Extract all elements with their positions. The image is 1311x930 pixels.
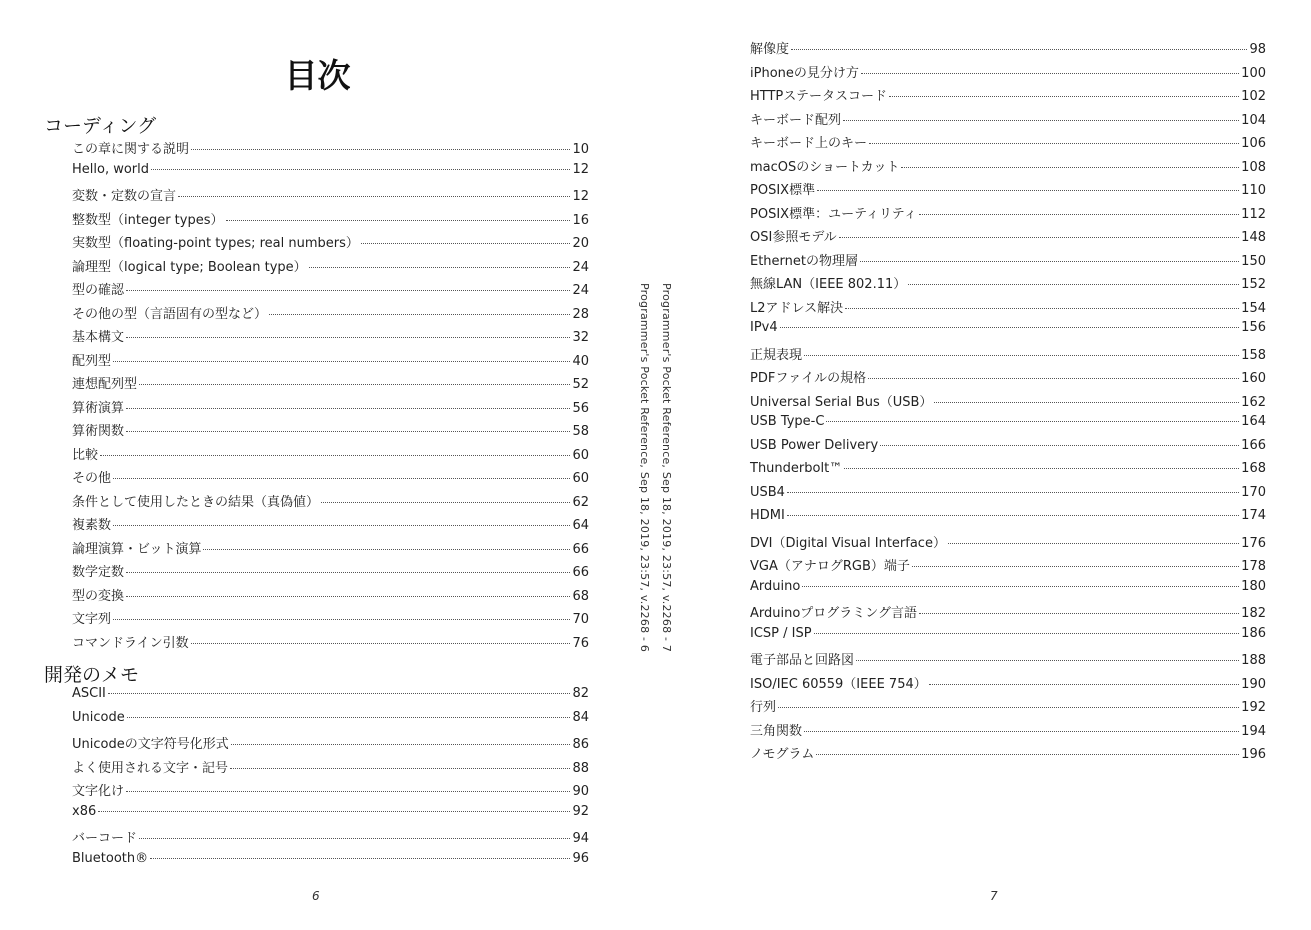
toc-entry-page: 82 — [572, 686, 589, 701]
dot-leader — [127, 717, 571, 718]
toc-entry-page: 98 — [1249, 42, 1266, 57]
toc-entry — [72, 279, 589, 303]
toc-entry — [72, 585, 589, 609]
dot-leader — [787, 492, 1239, 493]
toc-entry-label: POSIX標準 — [750, 183, 816, 198]
toc-entry-label: PDFファイルの規格 — [750, 371, 867, 386]
dot-leader — [321, 502, 570, 503]
toc-entry — [72, 827, 589, 851]
toc-entry — [72, 514, 589, 538]
toc-entry — [72, 444, 589, 468]
toc-entry-label: iPhoneの見分け方 — [750, 65, 859, 81]
toc-entry-label: VGA（アナログRGB）端子 — [750, 559, 910, 574]
dot-leader — [139, 838, 570, 839]
dot-leader — [816, 754, 1239, 755]
toc-entry-label: キーボード配列 — [750, 112, 842, 128]
toc-entry-page: 100 — [1241, 65, 1266, 81]
toc-entry-page: 170 — [1241, 484, 1266, 500]
toc-entry-page: 112 — [1241, 206, 1266, 222]
toc-entry — [750, 109, 1266, 133]
toc-entry-page: 24 — [572, 259, 589, 275]
toc-entry — [750, 461, 1266, 485]
toc-entry-page: 60 — [572, 447, 589, 463]
right-page — [655, 0, 1311, 930]
toc-entry-label: キーボード上のキー — [750, 136, 868, 151]
toc-entry-page: 20 — [572, 236, 589, 251]
section-heading-dev-notes: 開発のメモ — [44, 664, 140, 686]
toc-entry-page: 66 — [572, 565, 589, 580]
toc-entry — [750, 132, 1266, 156]
toc-entry-page: 102 — [1241, 89, 1266, 104]
toc-entry — [72, 804, 589, 828]
toc-entry — [750, 508, 1266, 532]
dot-leader — [912, 566, 1239, 567]
toc-entry-page: 70 — [572, 612, 589, 627]
toc-entry — [750, 673, 1266, 697]
dot-leader — [126, 572, 570, 573]
dot-leader — [126, 408, 570, 409]
toc-entry-label: 基本構文 — [72, 330, 125, 345]
dot-leader — [948, 543, 1239, 544]
toc-entry-page: 96 — [572, 850, 589, 866]
toc-entry-label: Unicodeの文字符号化形式 — [72, 737, 229, 752]
dot-leader — [791, 49, 1247, 50]
dot-leader — [100, 455, 570, 456]
toc-entry — [750, 344, 1266, 368]
toc-entry-page: 166 — [1241, 437, 1266, 453]
dot-leader — [113, 361, 570, 362]
toc-entry — [750, 156, 1266, 180]
toc-entry — [750, 485, 1266, 509]
toc-entry-label: Arduinoプログラミング言語 — [750, 606, 918, 621]
dot-leader — [817, 190, 1239, 191]
dot-leader — [839, 237, 1240, 238]
toc-entry-page: 152 — [1241, 277, 1266, 292]
toc-entry-label: 正規表現 — [750, 347, 803, 363]
toc-entry-page: 178 — [1241, 559, 1266, 574]
toc-entry — [72, 710, 589, 734]
dot-leader — [843, 120, 1239, 121]
toc-entry-label: macOSのショートカット — [750, 159, 900, 175]
dot-leader — [860, 261, 1239, 262]
dot-leader — [361, 243, 571, 244]
toc-entry — [750, 438, 1266, 462]
dot-leader — [778, 707, 1239, 708]
toc-entry-label: HTTPステータスコード — [750, 89, 888, 104]
dot-leader — [919, 214, 1239, 215]
toc-entry-label: 文字化け — [72, 784, 125, 799]
dot-leader — [230, 768, 570, 769]
toc-entry — [72, 632, 589, 656]
toc-entry-page: 110 — [1241, 183, 1266, 198]
toc-entry-label: コマンドライン引数 — [72, 635, 189, 651]
toc-entry — [72, 373, 589, 397]
toc-entry-page: 104 — [1241, 112, 1266, 128]
dot-leader — [113, 619, 570, 620]
dot-leader — [178, 196, 570, 197]
toc-entry-label: バーコード — [72, 831, 138, 846]
toc-entry-label: 配列型 — [72, 353, 112, 369]
toc-entry-label: Thunderbolt™ — [750, 461, 843, 476]
toc-entry-page: 108 — [1241, 159, 1266, 175]
dot-leader — [98, 811, 570, 812]
toc-entry-label: 変数・定数の宣言 — [72, 189, 177, 204]
dot-leader — [856, 660, 1239, 661]
toc-entry-page: 158 — [1241, 347, 1266, 363]
toc-entry-label: 条件として使用したときの結果（真偽値） — [72, 494, 320, 510]
toc-entry-label: その他の型（言語固有の型など） — [72, 306, 268, 322]
toc-entry — [72, 209, 589, 233]
toc-entry-page: 196 — [1241, 747, 1266, 762]
dot-leader — [929, 684, 1239, 685]
toc-entry-page: 176 — [1241, 535, 1266, 551]
toc-entry-label: 三角関数 — [750, 723, 803, 739]
toc-entry-label: 型の確認 — [72, 283, 125, 298]
toc-entry-label: Unicode — [72, 709, 125, 725]
toc-entry-page: 64 — [572, 518, 589, 533]
dot-leader — [814, 633, 1240, 634]
toc-title: 目次 — [284, 56, 351, 95]
toc-entry-label: 解像度 — [750, 42, 790, 57]
toc-entry — [750, 85, 1266, 109]
toc-entry-label: 算術演算 — [72, 400, 125, 416]
dot-leader — [919, 613, 1239, 614]
toc-entry-page: 40 — [572, 353, 589, 369]
toc-entry-label: 複素数 — [72, 518, 112, 533]
toc-entry-page: 12 — [572, 161, 589, 177]
toc-entry-page: 32 — [572, 330, 589, 345]
toc-entry — [750, 179, 1266, 203]
dot-leader — [889, 96, 1239, 97]
toc-entry — [72, 303, 589, 327]
toc-entry-label: よく使用される文字・記号 — [72, 760, 229, 776]
toc-entry — [750, 743, 1266, 767]
toc-entry — [750, 367, 1266, 391]
toc-entry — [750, 602, 1266, 626]
toc-entry-label: OSI参照モデル — [750, 230, 837, 245]
toc-entry-page: 56 — [572, 400, 589, 416]
dot-leader — [126, 431, 570, 432]
margin-note-v7: Programmer's Pocket Reference, Sep 18, 2019, 23:57, v.2268 - 7 — [660, 283, 673, 653]
toc-entry-page: 52 — [572, 377, 589, 392]
toc-entry — [750, 649, 1266, 673]
toc-entry-label: Bluetooth® — [72, 850, 149, 866]
toc-entry — [72, 138, 589, 162]
toc-entry-page: 92 — [572, 803, 589, 819]
toc-entry-label: HDMI — [750, 508, 785, 523]
toc-entry — [72, 467, 589, 491]
toc-entry-label: 実数型（floating-point types; real numbers） — [72, 236, 359, 251]
dot-leader — [113, 478, 570, 479]
toc-entry-page: 86 — [572, 737, 589, 752]
toc-entry-label: DVI（Digital Visual Interface） — [750, 535, 946, 551]
toc-entry-page: 164 — [1241, 414, 1266, 429]
toc-entry-label: 無線LAN（IEEE 802.11） — [750, 277, 907, 292]
page-number-right: 7 — [990, 889, 998, 903]
toc-entry — [750, 273, 1266, 297]
dot-leader — [191, 149, 570, 150]
toc-entry-page: 192 — [1241, 700, 1266, 715]
toc-entry-label: この章に関する説明 — [72, 142, 190, 157]
toc-entry-page: 16 — [572, 212, 589, 228]
toc-entry — [750, 391, 1266, 415]
toc-entry-label: 行列 — [750, 700, 777, 715]
toc-list-right — [750, 38, 1266, 767]
toc-entry-page: 194 — [1241, 723, 1266, 739]
dot-leader — [908, 284, 1239, 285]
toc-entry-page: 62 — [572, 494, 589, 510]
dot-leader — [231, 744, 571, 745]
toc-entry-label: 整数型（integer types） — [72, 212, 224, 228]
toc-entry-label: ASCII — [72, 686, 106, 701]
toc-entry — [750, 320, 1266, 344]
dot-leader — [226, 220, 571, 221]
toc-entry-page: 162 — [1241, 394, 1266, 410]
toc-entry-page: 84 — [572, 709, 589, 725]
toc-entry-page: 168 — [1241, 461, 1266, 476]
toc-entry-page: 94 — [572, 831, 589, 846]
dot-leader — [845, 308, 1239, 309]
toc-entry-label: POSIX標準：ユーティリティ — [750, 206, 917, 222]
toc-entry-label: 型の変換 — [72, 588, 125, 604]
toc-entry — [72, 397, 589, 421]
toc-entry-page: 182 — [1241, 606, 1266, 621]
dot-leader — [869, 143, 1239, 144]
toc-entry-label: USB4 — [750, 484, 785, 500]
toc-entry-page: 190 — [1241, 676, 1266, 692]
toc-entry-label: 数学定数 — [72, 565, 125, 580]
toc-entry-page: 68 — [572, 588, 589, 604]
dot-leader — [826, 421, 1239, 422]
toc-entry-page: 12 — [572, 189, 589, 204]
toc-list-dev-notes — [72, 686, 589, 874]
toc-entry — [72, 733, 589, 757]
dot-leader — [861, 73, 1239, 74]
toc-entry — [72, 538, 589, 562]
toc-entry — [72, 491, 589, 515]
dot-leader — [802, 586, 1239, 587]
toc-entry-label: 連想配列型 — [72, 377, 138, 392]
toc-entry — [750, 696, 1266, 720]
toc-entry-label: ICSP / ISP — [750, 625, 812, 641]
toc-entry-page: 186 — [1241, 625, 1266, 641]
dot-leader — [126, 290, 570, 291]
toc-entry-page: 160 — [1241, 371, 1266, 386]
toc-entry — [750, 414, 1266, 438]
toc-entry — [750, 532, 1266, 556]
toc-entry-label: USB Type-C — [750, 414, 825, 429]
toc-entry — [750, 579, 1266, 603]
dot-leader — [108, 693, 571, 694]
toc-entry-page: 90 — [572, 784, 589, 799]
toc-entry-page: 156 — [1241, 320, 1266, 335]
dot-leader — [844, 468, 1239, 469]
toc-entry-page: 60 — [572, 471, 589, 486]
dot-leader — [880, 445, 1239, 446]
toc-entry — [72, 162, 589, 186]
toc-entry-label: USB Power Delivery — [750, 437, 879, 453]
toc-entry — [72, 350, 589, 374]
toc-entry — [72, 256, 589, 280]
toc-entry — [750, 226, 1266, 250]
dot-leader — [804, 731, 1239, 732]
toc-entry-page: 180 — [1241, 578, 1266, 594]
toc-list-coding — [72, 138, 589, 655]
toc-entry-label: ISO/IEC 60559（IEEE 754） — [750, 676, 927, 692]
toc-entry — [750, 297, 1266, 321]
toc-entry — [72, 561, 589, 585]
toc-entry — [72, 757, 589, 781]
toc-entry-label: ノモグラム — [750, 747, 815, 762]
toc-entry — [750, 555, 1266, 579]
toc-entry-label: Hello, world — [72, 161, 150, 177]
margin-note-v6: Programmer's Pocket Reference, Sep 18, 2019, 23:57, v.2268 - 6 — [638, 283, 651, 653]
toc-entry — [750, 38, 1266, 62]
section-heading-coding: コーディング — [44, 115, 157, 137]
toc-entry-page: 106 — [1241, 136, 1266, 151]
dot-leader — [126, 791, 570, 792]
toc-entry — [750, 62, 1266, 86]
toc-entry — [750, 720, 1266, 744]
toc-entry-label: 電子部品と回路図 — [750, 653, 855, 668]
toc-entry — [72, 185, 589, 209]
toc-entry-label: 比較 — [72, 447, 99, 463]
toc-entry-label: 論理演算・ビット演算 — [72, 541, 202, 557]
left-page — [0, 0, 655, 930]
toc-entry-label: x86 — [72, 803, 97, 819]
toc-entry-page: 188 — [1241, 653, 1266, 668]
page-number-left: 6 — [312, 889, 320, 903]
toc-entry-page: 76 — [572, 635, 589, 651]
dot-leader — [139, 384, 570, 385]
dot-leader — [126, 596, 570, 597]
dot-leader — [269, 314, 570, 315]
dot-leader — [901, 167, 1239, 168]
toc-entry — [72, 608, 589, 632]
dot-leader — [780, 327, 1240, 328]
toc-entry-page: 88 — [572, 760, 589, 776]
dot-leader — [151, 169, 570, 170]
toc-entry-label: Arduino — [750, 578, 801, 594]
toc-entry — [72, 780, 589, 804]
dot-leader — [191, 643, 571, 644]
toc-entry-page: 10 — [572, 142, 589, 157]
toc-entry-page: 148 — [1241, 230, 1266, 245]
toc-entry — [72, 232, 589, 256]
toc-entry — [750, 626, 1266, 650]
dot-leader — [126, 337, 570, 338]
toc-entry-label: 論理型（logical type; Boolean type） — [72, 259, 307, 275]
toc-entry — [72, 420, 589, 444]
toc-entry — [750, 250, 1266, 274]
toc-entry-page: 174 — [1241, 508, 1266, 523]
dot-leader — [309, 267, 571, 268]
dot-leader — [934, 402, 1239, 403]
dot-leader — [150, 858, 570, 859]
toc-entry — [750, 203, 1266, 227]
toc-entry-label: 文字列 — [72, 612, 112, 627]
dot-leader — [787, 515, 1239, 516]
toc-entry-page: 28 — [572, 306, 589, 322]
toc-entry-page: 24 — [572, 283, 589, 298]
toc-entry-label: 算術関数 — [72, 424, 125, 439]
toc-entry-page: 66 — [572, 541, 589, 557]
toc-entry-label: Universal Serial Bus（USB） — [750, 394, 933, 410]
toc-entry-page: 150 — [1241, 253, 1266, 269]
toc-entry-label: Ethernetの物理層 — [750, 253, 858, 269]
dot-leader — [113, 525, 570, 526]
toc-entry-label: L2アドレス解決 — [750, 300, 844, 316]
dot-leader — [804, 355, 1239, 356]
toc-entry — [72, 686, 589, 710]
toc-entry-page: 58 — [572, 424, 589, 439]
toc-entry — [72, 326, 589, 350]
toc-entry-label: IPv4 — [750, 320, 778, 335]
toc-entry — [72, 851, 589, 875]
dot-leader — [203, 549, 570, 550]
toc-entry-page: 154 — [1241, 300, 1266, 316]
dot-leader — [868, 378, 1239, 379]
toc-entry-label: その他 — [72, 471, 112, 486]
